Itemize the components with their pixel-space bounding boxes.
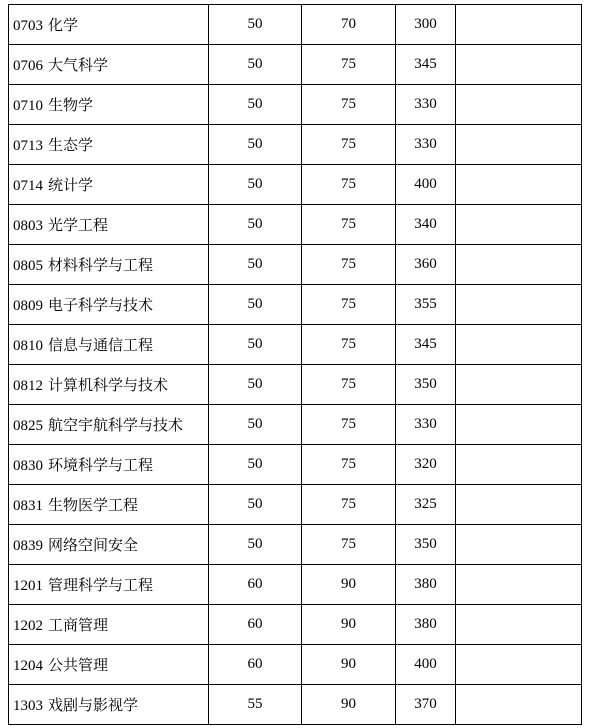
- note-cell: [456, 445, 582, 485]
- table-row: [9, 565, 582, 605]
- score-b-cell: 75: [302, 125, 396, 165]
- subject-name: 航空宇航科学与技术: [48, 418, 184, 434]
- score-b-cell: 75: [302, 45, 396, 85]
- subject-name: 化学: [48, 18, 79, 34]
- subject-code: 0805: [13, 258, 43, 274]
- score-b-cell: 75: [302, 85, 396, 125]
- subject-name: 工商管理: [48, 618, 109, 634]
- subject-name: 材料科学与工程: [48, 258, 154, 274]
- score-a-cell: 60: [209, 645, 302, 685]
- score-a-cell: 55: [209, 685, 302, 725]
- subject-code: 0839: [13, 538, 43, 554]
- score-a-cell: 50: [209, 165, 302, 205]
- score-b-cell: 75: [302, 245, 396, 285]
- score-b-cell: 75: [302, 485, 396, 525]
- note-cell: [456, 45, 582, 85]
- score-a-cell: 50: [209, 325, 302, 365]
- score-b-cell: 75: [302, 445, 396, 485]
- total-score-cell: 325: [396, 485, 456, 525]
- table-row: [9, 5, 582, 45]
- subject-name: 生物学: [48, 98, 94, 114]
- note-cell: [456, 205, 582, 245]
- subject-name: 网络空间安全: [48, 538, 139, 554]
- subject-code: 1201: [13, 578, 43, 594]
- subject-name: 公共管理: [48, 658, 109, 674]
- total-score-cell: 360: [396, 245, 456, 285]
- score-b-cell: 75: [302, 165, 396, 205]
- subject-cell: [9, 605, 209, 645]
- note-cell: [456, 285, 582, 325]
- subject-cell: [9, 685, 209, 725]
- subject-cell: [9, 485, 209, 525]
- table-row: [9, 525, 582, 565]
- score-b-cell: 90: [302, 605, 396, 645]
- subject-name: 生态学: [48, 138, 94, 154]
- subject-code: 0703: [13, 18, 43, 34]
- table-row: [9, 165, 582, 205]
- table-row: [9, 285, 582, 325]
- score-b-cell: 90: [302, 565, 396, 605]
- subject-code: 0710: [13, 98, 43, 114]
- subject-cell: [9, 645, 209, 685]
- score-a-cell: 50: [209, 405, 302, 445]
- table-row: [9, 85, 582, 125]
- score-table-body: [9, 5, 582, 725]
- total-score-cell: 380: [396, 605, 456, 645]
- total-score-cell: 400: [396, 645, 456, 685]
- total-score-cell: 340: [396, 205, 456, 245]
- subject-cell: [9, 365, 209, 405]
- subject-code: 0810: [13, 338, 43, 354]
- subject-code: 0812: [13, 378, 43, 394]
- subject-name: 大气科学: [48, 58, 109, 74]
- table-row: [9, 485, 582, 525]
- subject-cell: [9, 285, 209, 325]
- score-b-cell: 75: [302, 205, 396, 245]
- score-table: [8, 4, 582, 725]
- total-score-cell: 400: [396, 165, 456, 205]
- subject-cell: [9, 5, 209, 45]
- subject-code: 0830: [13, 458, 43, 474]
- subject-name: 计算机科学与技术: [48, 378, 169, 394]
- subject-code: 0809: [13, 298, 43, 314]
- note-cell: [456, 165, 582, 205]
- score-a-cell: 60: [209, 605, 302, 645]
- score-a-cell: 50: [209, 285, 302, 325]
- subject-cell: [9, 205, 209, 245]
- subject-cell: [9, 445, 209, 485]
- total-score-cell: 330: [396, 405, 456, 445]
- subject-cell: [9, 245, 209, 285]
- total-score-cell: 345: [396, 325, 456, 365]
- score-a-cell: 50: [209, 205, 302, 245]
- subject-name: 环境科学与工程: [48, 458, 154, 474]
- subject-cell: [9, 325, 209, 365]
- total-score-cell: 350: [396, 525, 456, 565]
- note-cell: [456, 405, 582, 445]
- note-cell: [456, 645, 582, 685]
- total-score-cell: 380: [396, 565, 456, 605]
- subject-code: 0706: [13, 58, 43, 74]
- subject-cell: [9, 125, 209, 165]
- subject-cell: [9, 405, 209, 445]
- total-score-cell: 320: [396, 445, 456, 485]
- note-cell: [456, 325, 582, 365]
- score-b-cell: 75: [302, 325, 396, 365]
- note-cell: [456, 485, 582, 525]
- score-a-cell: 50: [209, 85, 302, 125]
- subject-name: 生物医学工程: [48, 498, 139, 514]
- total-score-cell: 330: [396, 125, 456, 165]
- total-score-cell: 345: [396, 45, 456, 85]
- table-row: [9, 245, 582, 285]
- total-score-cell: 300: [396, 5, 456, 45]
- table-row: [9, 445, 582, 485]
- score-a-cell: 50: [209, 365, 302, 405]
- subject-code: 1204: [13, 658, 43, 674]
- score-a-cell: 50: [209, 5, 302, 45]
- subject-name: 电子科学与技术: [48, 298, 154, 314]
- score-b-cell: 75: [302, 285, 396, 325]
- table-row: [9, 405, 582, 445]
- table-row: [9, 205, 582, 245]
- subject-code: 1303: [13, 698, 43, 714]
- note-cell: [456, 525, 582, 565]
- subject-name: 信息与通信工程: [48, 338, 154, 354]
- table-row: [9, 605, 582, 645]
- note-cell: [456, 245, 582, 285]
- table-row: [9, 685, 582, 725]
- score-a-cell: 50: [209, 245, 302, 285]
- score-a-cell: 50: [209, 125, 302, 165]
- score-a-cell: 60: [209, 565, 302, 605]
- note-cell: [456, 125, 582, 165]
- subject-code: 0713: [13, 138, 43, 154]
- subject-cell: [9, 525, 209, 565]
- subject-code: 0803: [13, 218, 43, 234]
- note-cell: [456, 85, 582, 125]
- note-cell: [456, 5, 582, 45]
- subject-code: 0714: [13, 178, 43, 194]
- score-a-cell: 50: [209, 525, 302, 565]
- score-b-cell: 70: [302, 5, 396, 45]
- subject-name: 戏剧与影视学: [48, 698, 139, 714]
- score-b-cell: 75: [302, 405, 396, 445]
- subject-code: 1202: [13, 618, 43, 634]
- note-cell: [456, 685, 582, 725]
- total-score-cell: 330: [396, 85, 456, 125]
- total-score-cell: 350: [396, 365, 456, 405]
- score-a-cell: 50: [209, 445, 302, 485]
- score-b-cell: 75: [302, 365, 396, 405]
- total-score-cell: 370: [396, 685, 456, 725]
- subject-cell: [9, 165, 209, 205]
- subject-name: 管理科学与工程: [48, 578, 154, 594]
- total-score-cell: 355: [396, 285, 456, 325]
- score-a-cell: 50: [209, 45, 302, 85]
- score-b-cell: 90: [302, 685, 396, 725]
- score-b-cell: 90: [302, 645, 396, 685]
- subject-cell: [9, 45, 209, 85]
- subject-name: 光学工程: [48, 218, 109, 234]
- note-cell: [456, 565, 582, 605]
- table-row: [9, 125, 582, 165]
- table-row: [9, 45, 582, 85]
- subject-name: 统计学: [48, 178, 94, 194]
- subject-code: 0831: [13, 498, 43, 514]
- subject-cell: [9, 565, 209, 605]
- note-cell: [456, 365, 582, 405]
- table-row: [9, 365, 582, 405]
- table-row: [9, 645, 582, 685]
- subject-code: 0825: [13, 418, 43, 434]
- score-a-cell: 50: [209, 485, 302, 525]
- table-row: [9, 325, 582, 365]
- note-cell: [456, 605, 582, 645]
- subject-cell: [9, 85, 209, 125]
- score-b-cell: 75: [302, 525, 396, 565]
